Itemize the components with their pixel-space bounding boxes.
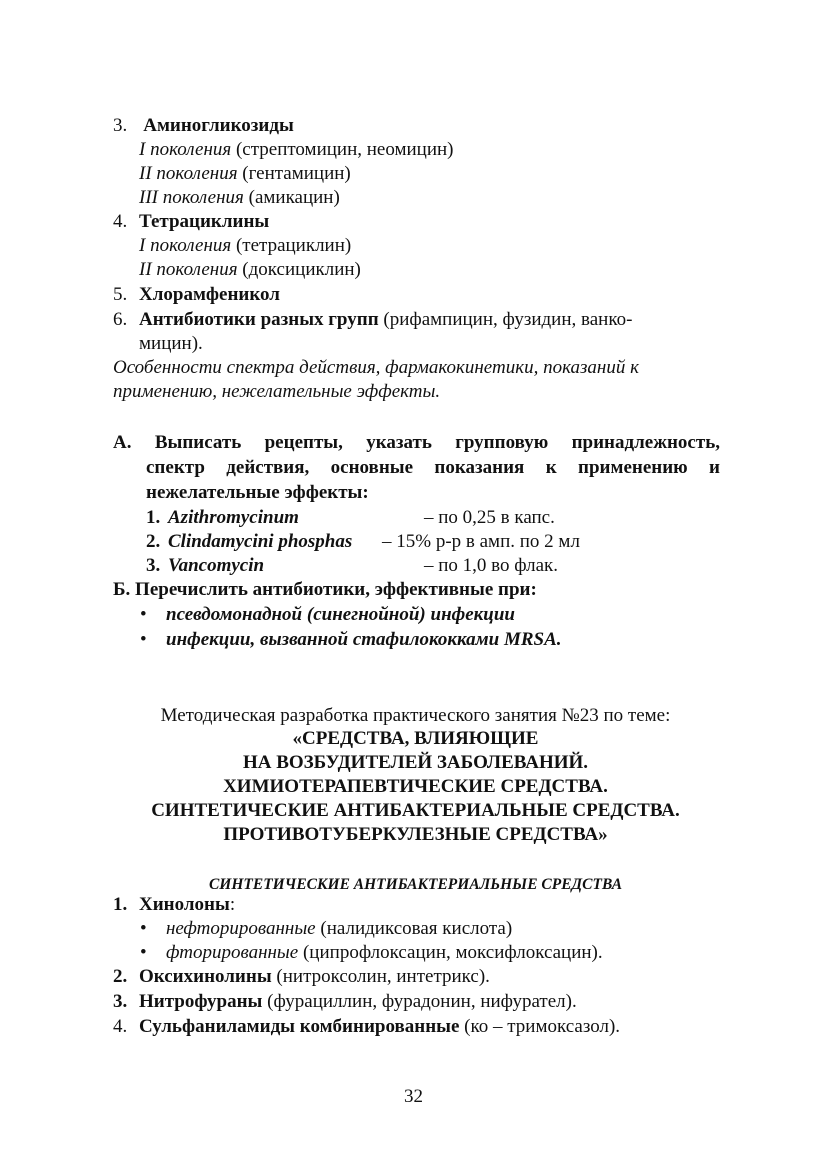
item-title: Антибиотики разных групп <box>139 309 379 330</box>
list-item-oxyquinolines: 2. Оксихинолины (нитроксолин, интетрикс). <box>113 966 490 987</box>
lesson-title-line: «СРЕДСТВА, ВЛИЯЮЩИЕ <box>292 728 539 749</box>
sub-item: II поколения (доксициклин) <box>139 259 361 280</box>
list-item-nitrofurans: 3. Нитрофураны (фурациллин, фурадонин, нифурател). <box>113 991 577 1012</box>
sub-item: II поколения (гентамицин) <box>139 163 351 184</box>
drug-name: Azithromycinum <box>168 507 299 528</box>
note-line: Особенности спектра действия, фармакокинетики, показаний к <box>113 357 639 378</box>
item-number: 3. <box>113 115 128 136</box>
list-item: • нефторированные (налидиксовая кислота) <box>140 918 513 939</box>
note-line: применению, нежелательные эффекты. <box>113 381 441 402</box>
list-item: • псевдомонадной (синегнойной) инфекции <box>140 604 515 625</box>
list-item: • фторированные (ципрофлоксацин, моксифлоксацин). <box>140 942 603 963</box>
item-number: 6. <box>113 309 128 330</box>
lesson-title-line: СИНТЕТИЧЕСКИЕ АНТИБАКТЕРИАЛЬНЫЕ СРЕДСТВА. <box>151 800 680 821</box>
lesson-intro: Методическая разработка практического занятия №23 по теме: <box>160 705 671 726</box>
item-number: 5. <box>113 284 128 305</box>
item-title: Аминогликозиды <box>143 115 294 136</box>
task-a-heading-cont: нежелательные эффекты: <box>146 482 369 503</box>
prescription-dose: – по 1,0 во флак. <box>424 555 558 576</box>
page-number: 32 <box>404 1086 423 1107</box>
list-item-quinolones: 1. Хинолоны: <box>113 894 236 915</box>
item-title: Нитрофураны <box>139 991 263 1012</box>
prescription-item: 2. Clindamycini phosphas <box>146 531 353 552</box>
item-title: Хинолоны <box>139 894 230 915</box>
item-number: 4. <box>113 211 128 232</box>
task-a-heading-cont: спектр действия, основные показания к применению и <box>146 457 720 478</box>
task-a-heading: А. Выписать рецепты, указать групповую принадлежность, <box>113 432 720 453</box>
item-title: Хлорамфеникол <box>139 284 280 305</box>
bullet-icon: • <box>140 604 147 625</box>
bullet-icon: • <box>140 629 147 650</box>
prescription-item: 3. Vancomycin <box>146 555 265 576</box>
list-item-chloramphenicol <box>113 283 280 307</box>
prescription-item: 1. Azithromycinum <box>146 507 299 528</box>
lesson-title-line: ХИМИОТЕРАПЕВТИЧЕСКИЕ СРЕДСТВА. <box>223 776 608 797</box>
list-item-sulfonamides: 4. Сульфаниламиды комбинированные (ко – тримоксазол). <box>113 1016 621 1037</box>
item-title: Сульфаниламиды комбинированные <box>139 1016 460 1037</box>
item-continuation: мицин). <box>139 333 203 354</box>
drug-name: Vancomycin <box>168 555 265 576</box>
bullet-icon: • <box>140 942 147 963</box>
list-item-aminoglycosides <box>113 114 294 138</box>
bullet-icon: • <box>140 918 147 939</box>
list-item: • инфекции, вызванной стафилококками MRSA. <box>140 629 562 650</box>
list-item-other-antibiotics: 6. Антибиотики разных групп (рифампицин, фузидин, ванко- <box>113 309 633 330</box>
list-item-tetracyclines <box>113 210 269 234</box>
task-b-heading: Б. Перечислить антибиотики, эффективные при: <box>113 579 537 600</box>
item-title: Оксихинолины <box>139 966 272 987</box>
prescription-dose: – 15% р-р в амп. по 2 мл <box>382 531 580 552</box>
section-heading: СИНТЕТИЧЕСКИЕ АНТИБАКТЕРИАЛЬНЫЕ СРЕДСТВА <box>208 876 623 893</box>
sub-item: I поколения (стрептомицин, неомицин) <box>139 139 454 160</box>
item-title: Тетрациклины <box>139 211 270 232</box>
lesson-title-line: НА ВОЗБУДИТЕЛЕЙ ЗАБОЛЕВАНИЙ. <box>242 752 589 773</box>
drug-name: Clindamycini phosphas <box>168 531 353 552</box>
prescription-dose: – по 0,25 в капс. <box>424 507 555 528</box>
sub-item: I поколения (тетрациклин) <box>139 235 352 256</box>
sub-item: III поколения (амикацин) <box>139 187 340 208</box>
lesson-title-line: ПРОТИВОТУБЕРКУЛЕЗНЫЕ СРЕДСТВА» <box>223 824 608 845</box>
